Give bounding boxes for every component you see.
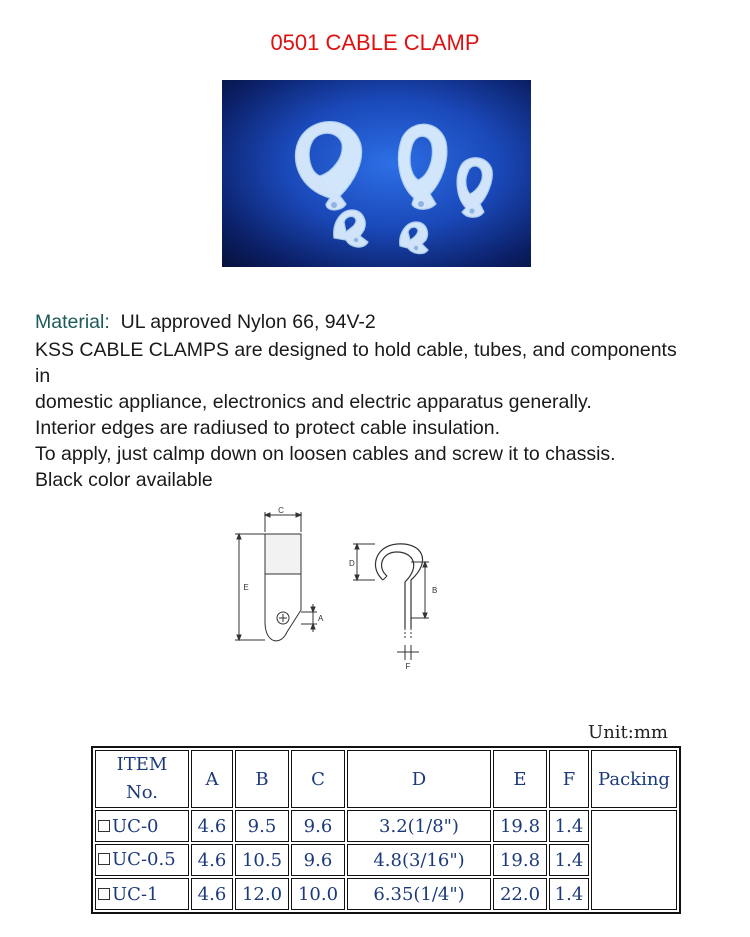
cell-d: 6.35(1/4") xyxy=(347,878,491,910)
diagram-label-d: D xyxy=(349,559,355,568)
cell-f: 1.4 xyxy=(549,810,589,842)
cell-c: 10.0 xyxy=(291,878,345,910)
header-d: D xyxy=(347,750,491,808)
page-title: 0501 CABLE CLAMP xyxy=(270,30,480,55)
cell-d: 4.8(3/16") xyxy=(347,844,491,876)
material-line xyxy=(35,309,750,337)
row-checkbox[interactable] xyxy=(98,853,110,865)
unit-label: Unit:mm xyxy=(588,722,668,743)
cell-b: 9.5 xyxy=(235,810,289,842)
description-line-2: domestic appliance, electronics and electric apparatus generally. xyxy=(35,391,592,413)
header-a: A xyxy=(191,750,233,808)
item-number: UC-0.5 xyxy=(112,849,176,870)
description xyxy=(35,309,750,493)
header-b: B xyxy=(235,750,289,808)
colon: : xyxy=(104,311,121,333)
cell-a: 4.6 xyxy=(191,810,233,842)
diagram-label-e: E xyxy=(243,583,249,592)
table-header-row xyxy=(95,750,677,808)
cell-e: 22.0 xyxy=(493,878,547,910)
cell-e: 19.8 xyxy=(493,810,547,842)
header-e: E xyxy=(493,750,547,808)
item-number: UC-1 xyxy=(112,883,159,905)
diagram-label-f: F xyxy=(405,662,411,671)
cell-a: 4.6 xyxy=(191,844,233,876)
specs-table xyxy=(91,746,681,914)
diagram-label-c: C xyxy=(278,506,284,515)
side-view-diagram xyxy=(235,512,317,641)
cell-c: 9.6 xyxy=(291,844,345,876)
description-line-5: Black color available xyxy=(35,469,213,491)
material-value: UL approved Nylon 66, 94V-2 xyxy=(120,311,376,333)
dimension-diagrams xyxy=(225,500,465,680)
description-line-4: To apply, just calmp down on loosen cables and screw it to chassis. xyxy=(35,443,616,465)
item-number: UC-0 xyxy=(112,815,159,837)
front-view-diagram xyxy=(353,544,429,660)
description-line-3: Interior edges are radiused to protect cable insulation. xyxy=(35,417,501,439)
cell-f: 1.4 xyxy=(549,844,589,876)
item-cell xyxy=(95,878,189,910)
cell-d: 3.2(1/8") xyxy=(347,810,491,842)
packing-cell xyxy=(591,810,677,910)
row-checkbox[interactable] xyxy=(98,888,110,900)
product-photo xyxy=(222,80,531,267)
table-row xyxy=(95,810,677,842)
diagram-label-a: A xyxy=(318,614,324,623)
cell-b: 12.0 xyxy=(235,878,289,910)
header-packing: Packing xyxy=(591,750,677,808)
header-item: ITEM No. xyxy=(95,750,189,808)
item-cell xyxy=(95,810,189,842)
cell-a: 4.6 xyxy=(191,878,233,910)
header-f: F xyxy=(549,750,589,808)
item-cell xyxy=(95,844,189,876)
header-c: C xyxy=(291,750,345,808)
table-row xyxy=(95,844,677,876)
row-checkbox[interactable] xyxy=(98,820,110,832)
material-label: Material xyxy=(35,311,105,333)
description-line-1: KSS CABLE CLAMPS are designed to hold cable, tubes, and components in xyxy=(35,339,677,387)
cell-c: 9.6 xyxy=(291,810,345,842)
cell-b: 10.5 xyxy=(235,844,289,876)
cell-f: 1.4 xyxy=(549,878,589,910)
diagram-label-b: B xyxy=(432,586,438,595)
cell-e: 19.8 xyxy=(493,844,547,876)
table-row xyxy=(95,878,677,910)
